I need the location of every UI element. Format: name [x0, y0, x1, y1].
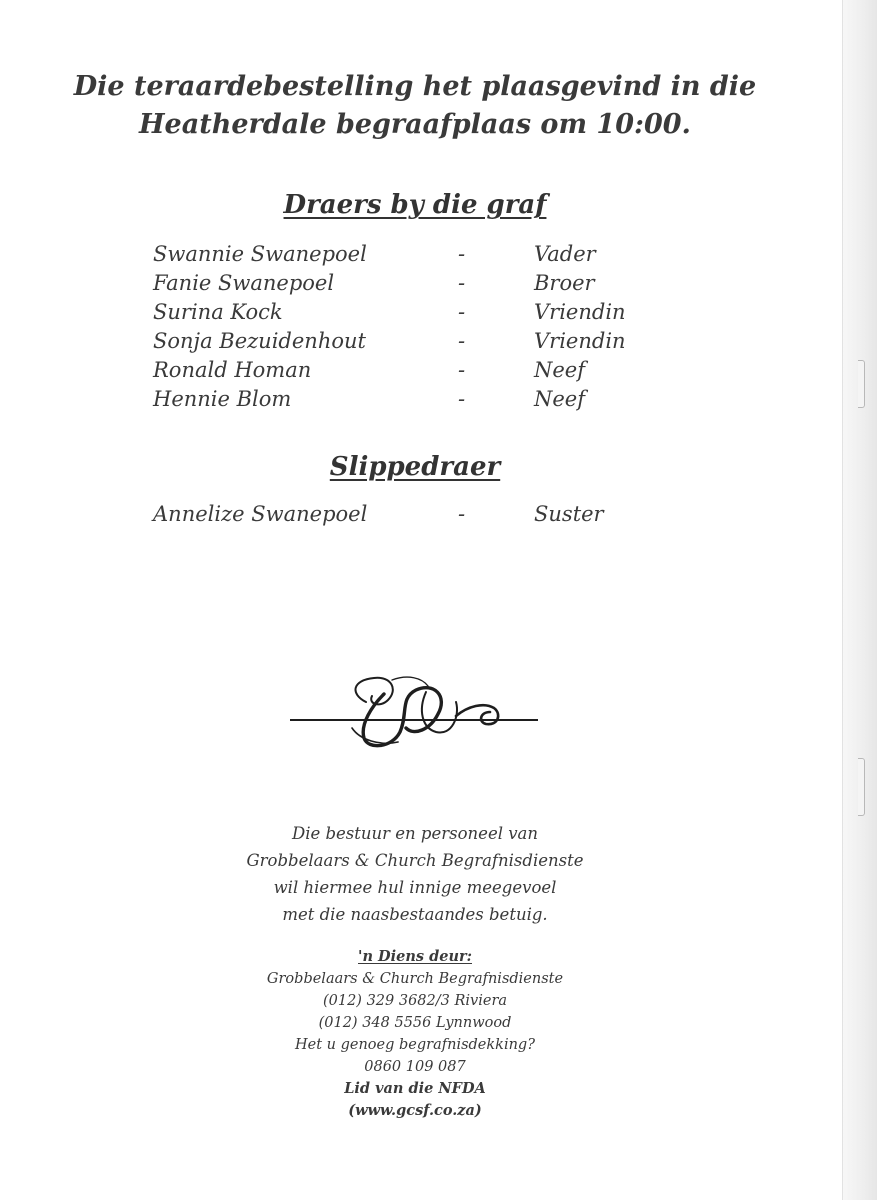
bearer-name: Ronald Homan	[153, 358, 312, 382]
service-heading: 'n Diens deur:	[358, 948, 472, 965]
bearer-relation: Neef	[534, 387, 586, 411]
flourish-divider-icon	[288, 666, 542, 752]
interment-notice	[0, 68, 830, 144]
staple-top	[858, 360, 865, 408]
separator-dash: -	[458, 358, 466, 382]
phone-lynnwood: (012) 348 5556 Lynnwood	[318, 1015, 512, 1031]
condolence-message	[0, 820, 830, 928]
service-info	[0, 946, 830, 1122]
bearer-relation: Vader	[534, 242, 596, 266]
separator-dash: -	[458, 300, 466, 324]
membership-note: Lid van die NFDA	[344, 1080, 486, 1097]
train-bearer-name: Annelize Swanepoel	[153, 502, 368, 526]
bearer-relation: Broer	[534, 271, 595, 295]
condolence-line: met die naasbestaandes betuig.	[282, 905, 548, 924]
separator-dash: -	[458, 387, 466, 411]
list-item	[0, 300, 830, 329]
coverage-question: Het u genoeg begrafnisdekking?	[295, 1037, 535, 1053]
hotline-number: 0860 109 087	[364, 1059, 466, 1075]
website-link: (www.gcsf.co.za)	[348, 1102, 482, 1119]
page-fold-edge	[842, 0, 877, 1200]
condolence-line: Die bestuur en personeel van	[291, 824, 539, 843]
phone-riviera: (012) 329 3682/3 Riviera	[322, 993, 508, 1009]
train-bearer-heading: Slippedraer	[329, 452, 501, 482]
list-item	[0, 242, 830, 271]
service-company: Grobbelaars & Church Begrafnisdienste	[266, 971, 564, 987]
separator-dash: -	[458, 329, 466, 353]
list-item	[0, 387, 830, 416]
bearer-name: Fanie Swanepoel	[153, 271, 335, 295]
interment-line-1: Die teraardebestelling het plaasgevind in die	[73, 71, 757, 102]
condolence-line: wil hiermee hul innige meegevoel	[273, 878, 557, 897]
staple-bottom	[858, 758, 865, 816]
train-bearer-row	[0, 502, 830, 531]
interment-line-2: Heatherdale begraafplaas om 10:00.	[139, 109, 691, 140]
bearer-relation: Vriendin	[534, 329, 626, 353]
bearer-relation: Neef	[534, 358, 586, 382]
condolence-line: Grobbelaars & Church Begrafnisdienste	[246, 851, 584, 870]
separator-dash: -	[458, 271, 466, 295]
bearer-name: Sonja Bezuidenhout	[153, 329, 366, 353]
list-item	[0, 358, 830, 387]
bearer-name: Hennie Blom	[153, 387, 292, 411]
list-item	[0, 329, 830, 358]
pallbearers-heading: Draers by die graf	[283, 190, 547, 220]
bearer-name: Surina Kock	[153, 300, 283, 324]
list-item	[0, 271, 830, 300]
bearer-relation: Vriendin	[534, 300, 626, 324]
separator-dash: -	[458, 502, 466, 526]
bearer-name: Swannie Swanepoel	[153, 242, 367, 266]
separator-dash: -	[458, 242, 466, 266]
train-bearer-relation: Suster	[534, 502, 604, 526]
